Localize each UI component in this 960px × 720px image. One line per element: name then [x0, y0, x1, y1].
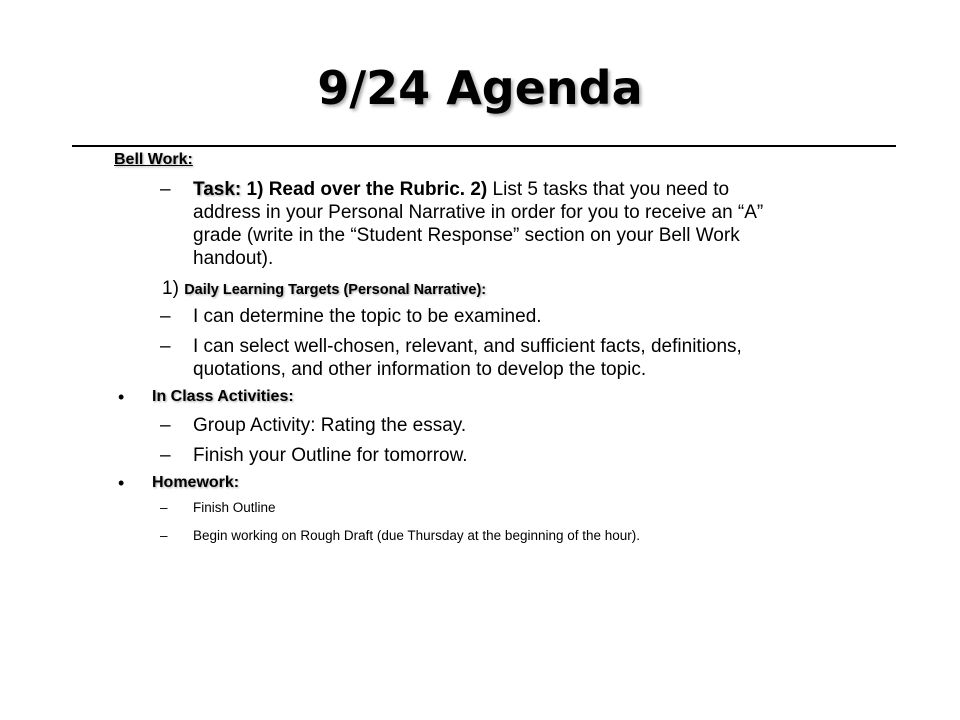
bell-work-heading: Bell Work: [114, 151, 193, 168]
targets-number: 1) [162, 278, 179, 299]
homework-item-1: Finish Outline [193, 500, 276, 515]
targets-heading: Daily Learning Targets (Personal Narrative): [184, 282, 487, 298]
target-item-2-line-1: I can select well-chosen, relevant, and sufficient facts, definitions, [193, 336, 742, 357]
dash-marker: – [160, 336, 171, 357]
page-title: 9/24 Agenda [317, 61, 643, 115]
task-step-1: 1) Read over the Rubric. 2) [246, 179, 488, 200]
dash-marker: – [160, 179, 171, 200]
in-class-heading: In Class Activities: [152, 388, 294, 405]
bullet-marker: • [118, 473, 125, 493]
dash-marker: – [160, 445, 171, 466]
dash-marker: – [160, 306, 171, 327]
target-item-1: I can determine the topic to be examined. [193, 306, 542, 327]
in-class-item-2: Finish your Outline for tomorrow. [193, 445, 468, 466]
task-line-2: address in your Personal Narrative in order for you to receive an “A” [193, 202, 764, 223]
dash-marker: – [160, 528, 168, 543]
dash-marker: – [160, 415, 171, 436]
bullet-marker: • [118, 387, 125, 407]
task-line-1 [193, 178, 729, 201]
task-line-3: grade (write in the “Student Response” section on your Bell Work [193, 225, 740, 246]
dash-marker: – [160, 500, 168, 515]
homework-item-2: Begin working on Rough Draft (due Thursday at the beginning of the hour). [193, 528, 641, 543]
task-line-4: handout). [193, 248, 274, 269]
homework-heading: Homework: [152, 474, 240, 491]
targets-heading-line [162, 277, 486, 302]
task-text-1: List 5 tasks that you need to [492, 179, 730, 200]
target-item-2-line-2: quotations, and other information to develop the topic. [193, 359, 647, 380]
task-label: Task: [193, 179, 242, 200]
in-class-item-1: Group Activity: Rating the essay. [193, 415, 467, 436]
